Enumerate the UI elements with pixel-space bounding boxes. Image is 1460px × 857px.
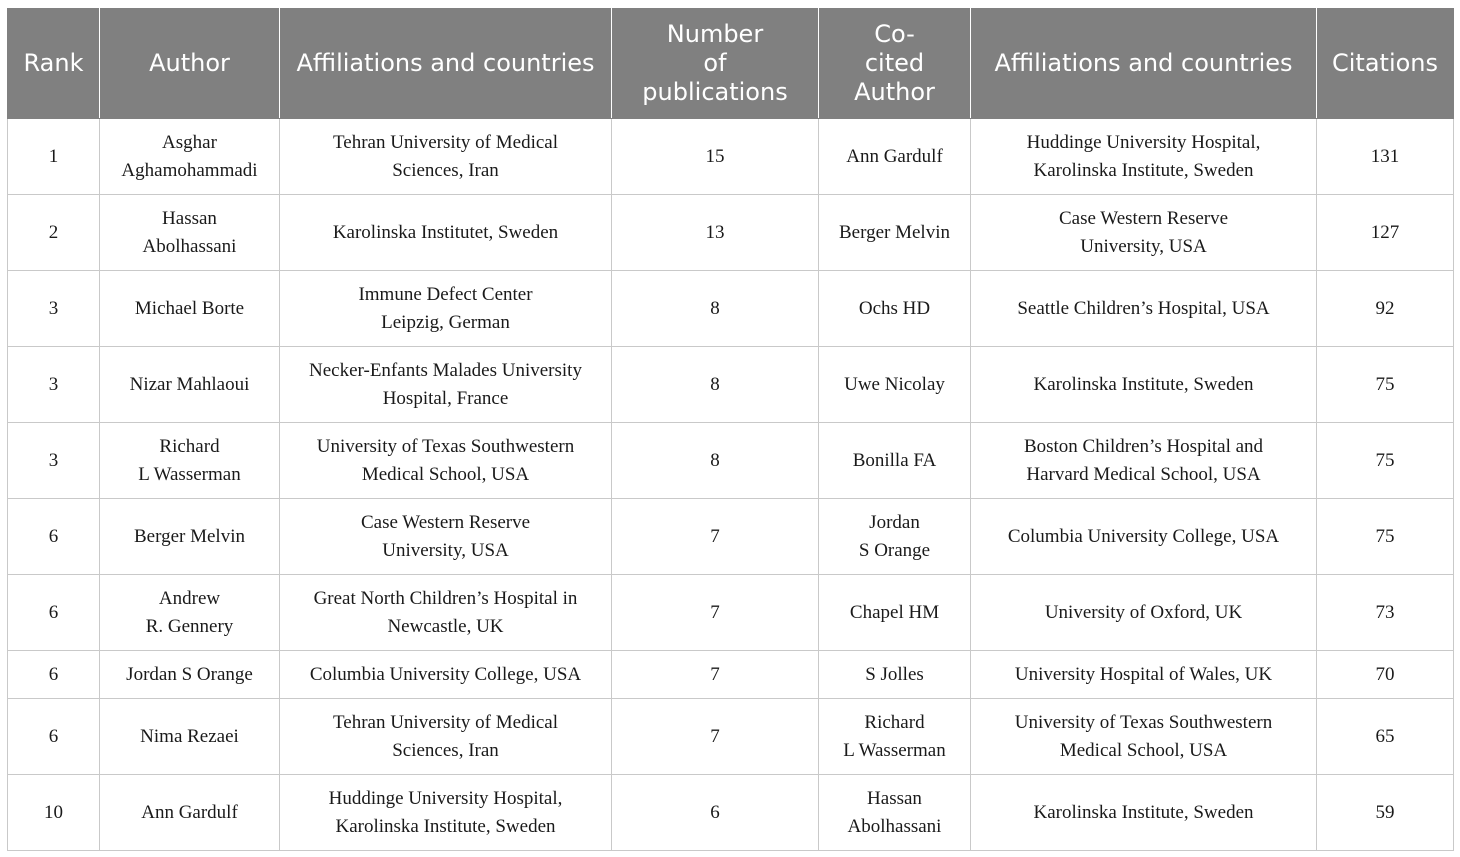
cell-publications-value: 7: [710, 601, 720, 623]
cell-affiliation: [280, 119, 612, 195]
cell-affiliation: [280, 423, 612, 499]
cell-affiliation-line: Case Western Reserve: [360, 511, 531, 533]
cell-cocited-affiliation: [971, 195, 1317, 271]
cell-rank: [8, 195, 100, 271]
cell-publications-value: 7: [710, 663, 720, 685]
header-citations-label: Citations: [1331, 49, 1439, 77]
header-affiliations: [280, 9, 612, 119]
cell-author-line: Hassan: [162, 207, 217, 229]
header-rank-label: Rank: [23, 49, 84, 77]
header-author-label: Author: [149, 49, 230, 77]
cell-author: [100, 423, 280, 499]
cell-rank-value: 3: [48, 297, 59, 319]
cell-citations-value: 73: [1375, 601, 1395, 623]
cell-author-line: Aghamohammadi: [121, 159, 258, 181]
cell-publications: [612, 575, 819, 651]
cell-citations-value: 131: [1370, 145, 1400, 167]
cell-citations-value: 65: [1375, 725, 1395, 747]
cell-author-line: L Wasserman: [138, 463, 241, 485]
cell-affiliation: [280, 347, 612, 423]
cell-cocited-author: [819, 271, 971, 347]
cell-affiliation-line: Immune Defect Center: [358, 283, 533, 305]
cell-cocited-affiliation: [971, 575, 1317, 651]
cell-cocited-author-line: Uwe Nicolay: [844, 373, 945, 395]
cell-publications-value: 15: [705, 145, 725, 167]
cell-cocited-author: [819, 651, 971, 699]
header-citations: [1317, 9, 1454, 119]
cell-rank: [8, 499, 100, 575]
table-header: [8, 9, 1454, 119]
cell-author: [100, 271, 280, 347]
cell-citations: [1317, 499, 1454, 575]
table-row: [8, 195, 1454, 271]
cell-publications-value: 8: [710, 297, 720, 319]
cell-cocited-affiliation: [971, 423, 1317, 499]
cell-affiliation: [280, 575, 612, 651]
cell-author-line: Nizar Mahlaoui: [129, 373, 250, 395]
cell-affiliation-line: Medical School, USA: [361, 463, 530, 485]
cell-cocited-affiliation: [971, 699, 1317, 775]
cell-rank: [8, 271, 100, 347]
cell-rank: [8, 651, 100, 699]
cell-author-line: Andrew: [158, 587, 221, 609]
cell-citations-value: 75: [1375, 449, 1395, 471]
cell-publications-value: 13: [705, 221, 725, 243]
cell-cocited-affiliation-line: Medical School, USA: [1059, 739, 1228, 761]
cell-cocited-author-line: Abolhassani: [847, 815, 942, 837]
cell-citations: [1317, 699, 1454, 775]
cell-cocited-author-line: Bonilla FA: [852, 449, 937, 471]
header-cocited-line: cited: [864, 49, 925, 77]
cell-affiliation-line: Tehran University of Medical: [332, 131, 558, 153]
cell-affiliation: [280, 651, 612, 699]
cell-publications-value: 8: [710, 449, 720, 471]
cell-cocited-affiliation-line: Seattle Children’s Hospital, USA: [1017, 297, 1270, 319]
table-row: [8, 699, 1454, 775]
cell-cocited-author-line: Richard: [864, 711, 925, 733]
cell-affiliation: [280, 499, 612, 575]
cell-affiliation: [280, 775, 612, 851]
cell-citations: [1317, 575, 1454, 651]
cell-author-line: Asghar: [162, 131, 217, 153]
cell-cocited-author-line: Chapel HM: [849, 601, 940, 623]
cell-affiliation-line: Sciences, Iran: [392, 159, 499, 181]
cell-cocited-affiliation-line: Case Western Reserve: [1058, 207, 1229, 229]
cell-publications: [612, 423, 819, 499]
header-publications-line: publications: [642, 78, 788, 106]
cell-publications-value: 7: [710, 525, 720, 547]
cell-cocited-affiliation: [971, 775, 1317, 851]
cell-cocited-author-line: Ochs HD: [858, 297, 931, 319]
cell-citations-value: 75: [1375, 373, 1395, 395]
cell-rank-value: 10: [44, 801, 63, 823]
header-cocited-line: Co-: [874, 20, 915, 48]
cell-citations-value: 59: [1375, 801, 1395, 823]
cell-publications: [612, 651, 819, 699]
cell-author-line: Nima Rezaei: [140, 725, 239, 747]
cell-publications-value: 8: [710, 373, 720, 395]
cell-cocited-affiliation-line: Huddinge University Hospital,: [1026, 131, 1261, 153]
cell-cocited-author: [819, 195, 971, 271]
cell-author: [100, 119, 280, 195]
cell-publications: [612, 775, 819, 851]
cell-affiliation-line: Karolinska Institute, Sweden: [335, 815, 556, 837]
cell-cocited-affiliation-line: University of Oxford, UK: [1044, 601, 1243, 623]
cell-author: [100, 651, 280, 699]
cell-cocited-affiliation-line: Karolinska Institute, Sweden: [1033, 801, 1254, 823]
table-row: [8, 423, 1454, 499]
cell-author-line: Richard: [159, 435, 220, 457]
header-affiliations-label: Affiliations and countries: [296, 49, 595, 77]
cell-rank-value: 6: [48, 601, 59, 623]
header-author: [100, 9, 280, 119]
cell-citations-value: 92: [1375, 297, 1395, 319]
cell-affiliation: [280, 699, 612, 775]
table-row: [8, 347, 1454, 423]
cell-cocited-author-line: Jordan: [869, 511, 920, 533]
cell-cocited-author-line: S Jolles: [865, 663, 924, 685]
cell-cocited-author: [819, 775, 971, 851]
cell-author-line: Berger Melvin: [134, 525, 245, 547]
cell-author: [100, 347, 280, 423]
author-citation-table: [7, 8, 1454, 851]
cell-affiliation-line: University, USA: [382, 539, 509, 561]
cell-rank-value: 3: [48, 373, 59, 395]
cell-rank: [8, 699, 100, 775]
table-row: [8, 499, 1454, 575]
cell-cocited-author: [819, 119, 971, 195]
header-cocited-author: [819, 9, 971, 119]
cell-publications: [612, 699, 819, 775]
cell-cocited-author: [819, 499, 971, 575]
cell-affiliation-line: University of Texas Southwestern: [316, 435, 575, 457]
cell-rank-value: 2: [48, 221, 59, 243]
header-rank: [8, 9, 100, 119]
cell-rank: [8, 575, 100, 651]
cell-cocited-affiliation-line: University, USA: [1080, 235, 1207, 257]
table-row: [8, 775, 1454, 851]
cell-rank-value: 1: [48, 145, 59, 167]
cell-cocited-affiliation-line: University Hospital of Wales, UK: [1014, 663, 1273, 685]
header-cocited-affiliations-label: Affiliations and countries: [994, 49, 1293, 77]
cell-affiliation-line: Great North Children’s Hospital in: [313, 587, 578, 609]
cell-publications-value: 7: [710, 725, 720, 747]
header-cocited-affiliations: [971, 9, 1317, 119]
cell-cocited-affiliation: [971, 499, 1317, 575]
cell-rank: [8, 423, 100, 499]
cell-cocited-author-line: L Wasserman: [843, 739, 946, 761]
cell-cocited-author-line: Berger Melvin: [839, 221, 950, 243]
cell-cocited-affiliation-line: Harvard Medical School, USA: [1026, 463, 1261, 485]
cell-publications: [612, 347, 819, 423]
cell-citations: [1317, 423, 1454, 499]
cell-author: [100, 775, 280, 851]
cell-cocited-affiliation: [971, 347, 1317, 423]
table-row: [8, 271, 1454, 347]
cell-citations: [1317, 775, 1454, 851]
cell-rank-value: 6: [48, 663, 59, 685]
header-publications: [612, 9, 819, 119]
cell-cocited-affiliation-line: Columbia University College, USA: [1007, 525, 1280, 547]
cell-rank-value: 6: [48, 525, 59, 547]
cell-rank: [8, 119, 100, 195]
cell-affiliation-line: Hospital, France: [382, 387, 509, 409]
header-publications-line: of: [703, 49, 727, 77]
cell-affiliation-line: Tehran University of Medical: [332, 711, 558, 733]
cell-author: [100, 575, 280, 651]
cell-affiliation: [280, 271, 612, 347]
cell-affiliation-line: Huddinge University Hospital,: [328, 787, 563, 809]
cell-affiliation-line: Leipzig, German: [381, 311, 510, 333]
cell-cocited-affiliation: [971, 119, 1317, 195]
table-body: [8, 119, 1454, 851]
cell-affiliation-line: Necker-Enfants Malades University: [309, 359, 582, 381]
table-row: [8, 651, 1454, 699]
cell-author: [100, 499, 280, 575]
cell-publications: [612, 195, 819, 271]
cell-cocited-author: [819, 575, 971, 651]
cell-affiliation-line: Columbia University College, USA: [309, 663, 582, 685]
cell-publications: [612, 119, 819, 195]
cell-author: [100, 195, 280, 271]
cell-rank-value: 3: [48, 449, 59, 471]
cell-cocited-author-line: S Orange: [858, 539, 931, 561]
cell-affiliation-line: Sciences, Iran: [392, 739, 499, 761]
cell-citations: [1317, 271, 1454, 347]
cell-affiliation-line: Newcastle, UK: [387, 615, 504, 637]
header-cocited-line: Author: [854, 78, 935, 106]
cell-cocited-affiliation-line: Karolinska Institute, Sweden: [1033, 373, 1254, 395]
cell-cocited-author: [819, 699, 971, 775]
cell-citations-value: 127: [1370, 221, 1400, 243]
cell-cocited-author-line: Hassan: [867, 787, 922, 809]
cell-affiliation-line: Karolinska Institutet, Sweden: [332, 221, 559, 243]
cell-cocited-author: [819, 347, 971, 423]
cell-publications: [612, 271, 819, 347]
cell-author-line: Ann Gardulf: [141, 801, 238, 823]
cell-publications: [612, 499, 819, 575]
table-row: [8, 575, 1454, 651]
cell-citations: [1317, 347, 1454, 423]
cell-affiliation: [280, 195, 612, 271]
cell-publications-value: 6: [710, 801, 720, 823]
cell-cocited-affiliation: [971, 651, 1317, 699]
cell-cocited-affiliation-line: Boston Children’s Hospital and: [1023, 435, 1264, 457]
cell-rank: [8, 775, 100, 851]
cell-citations: [1317, 651, 1454, 699]
table-row: [8, 119, 1454, 195]
cell-citations-value: 75: [1375, 525, 1395, 547]
cell-author-line: Michael Borte: [134, 297, 245, 319]
cell-citations-value: 70: [1375, 663, 1395, 685]
cell-author-line: R. Gennery: [145, 615, 234, 637]
cell-cocited-affiliation-line: Karolinska Institute, Sweden: [1033, 159, 1254, 181]
header-row: [8, 9, 1454, 119]
header-publications-line: Number: [666, 20, 764, 48]
cell-rank-value: 6: [48, 725, 59, 747]
cell-author: [100, 699, 280, 775]
author-table-container: [7, 8, 1453, 851]
cell-cocited-affiliation: [971, 271, 1317, 347]
cell-cocited-author: [819, 423, 971, 499]
cell-citations: [1317, 195, 1454, 271]
cell-author-line: Abolhassani: [142, 235, 237, 257]
cell-citations: [1317, 119, 1454, 195]
cell-cocited-affiliation-line: University of Texas Southwestern: [1014, 711, 1273, 733]
cell-rank: [8, 347, 100, 423]
cell-author-line: Jordan S Orange: [126, 663, 253, 685]
cell-cocited-author-line: Ann Gardulf: [846, 145, 943, 167]
